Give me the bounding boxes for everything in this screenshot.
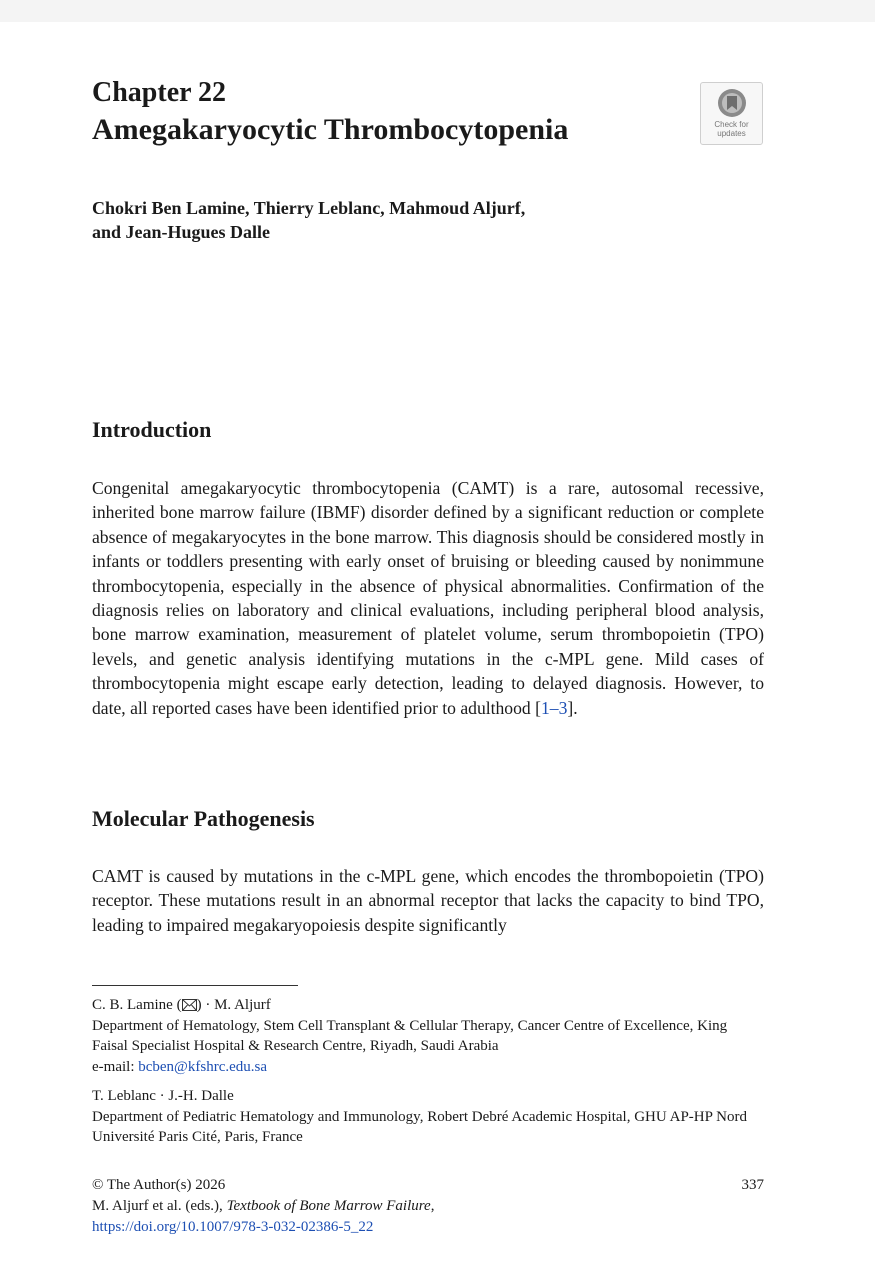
affiliation-1-names [92,995,764,1016]
page-number: 337 [741,1177,764,1193]
affiliation-1-name-a: C. B. Lamine ( [92,997,182,1013]
affiliation-1-dept: Department of Hematology, Stem Cell Transplant & Cellular Therapy, Cancer Centre of Excellence, King Faisal Specialist Hospital & Research Centre, Riyadh, Saudi Arabia [92,1017,728,1054]
affiliation-1-name-b: ) · M. Aljurf [196,997,271,1013]
affiliation-2-dept: Department of Pediatric Hematology and Immunology, Robert Debré Academic Hospital, GHU AP-HP Nord Université Paris Cité, Paris, France [92,1108,747,1145]
copyright: © The Author(s) 2026 [92,1177,226,1193]
affiliation-2 [92,1086,764,1148]
email-link[interactable]: bcben@kfshrc.edu.sa [138,1058,268,1075]
affiliation-1-email-line [92,1057,764,1078]
bookmark-icon [717,88,747,118]
affiliation-1 [92,995,764,1077]
introduction-paragraph [92,476,764,720]
email-label: e-mail: [92,1058,139,1075]
authors-line-1: Chokri Ben Lamine, Thierry Leblanc, Mahmoud Aljurf, [92,198,526,218]
book-title: Textbook of Bone Marrow Failure [226,1198,431,1214]
author-list [92,196,692,244]
affiliation-2-names: T. Leblanc · J.-H. Dalle [92,1088,234,1104]
check-for-updates-badge[interactable] [700,82,763,145]
citation-open: [ [535,697,541,718]
top-bar [0,0,875,22]
introduction-heading: Introduction [92,417,212,442]
book-title-suffix: , [430,1198,435,1214]
molecular-pathogenesis-heading: Molecular Pathogenesis [92,806,315,831]
chapter-number: Chapter 22 [92,77,227,108]
page-footer [92,1175,764,1238]
footnote-divider [92,985,298,986]
introduction-text: Congenital amegakaryocytic thrombocytopenia (CAMT) is a rare, autosomal recessive, inherited bone marrow failure (IBMF) disorder defined by a significant reduction or complete absence of megakaryocytes in the bone marrow. This diagnosis should be considered mostly in infants or toddlers presenting with early onset of bruising or bleeding caused by nonimmune thrombocytopenia, especially in the absence of physical abnormalities. Confirmation of the diagnosis relies on laboratory and clinical evaluations, including peripheral blood analysis, bone marrow examination, measurement of platelet volume, serum thrombopoietin (TPO) levels, and genetic analysis identifying mutations in the c-MPL gene. Mild cases of thrombocytopenia might escape early detection, leading to delayed diagnosis. However, to date, all reported cases have been identified prior to adulthood [92,478,764,718]
badge-line-1: Check for [714,120,749,129]
badge-line-2: updates [717,129,746,138]
doi-link[interactable]: https://doi.org/10.1007/978-3-032-02386-5_22 [92,1219,374,1235]
citation-link[interactable]: 1–3 [540,697,568,718]
envelope-icon [182,999,197,1011]
chapter-title: Amegakaryocytic Thrombocytopenia [92,113,569,146]
citation-close: ]. [567,697,578,718]
authors-line-2: and Jean-Hugues Dalle [92,222,271,242]
molecular-pathogenesis-paragraph: CAMT is caused by mutations in the c-MPL gene, which encodes the thrombopoietin (TPO) receptor. These mutations result in an abnormal receptor that lacks the capacity to bind TPO, leading to impaired megakaryopoiesis despite significantly [92,866,764,935]
book-citation [92,1196,764,1217]
book-editors: M. Aljurf et al. (eds.), [92,1198,227,1214]
